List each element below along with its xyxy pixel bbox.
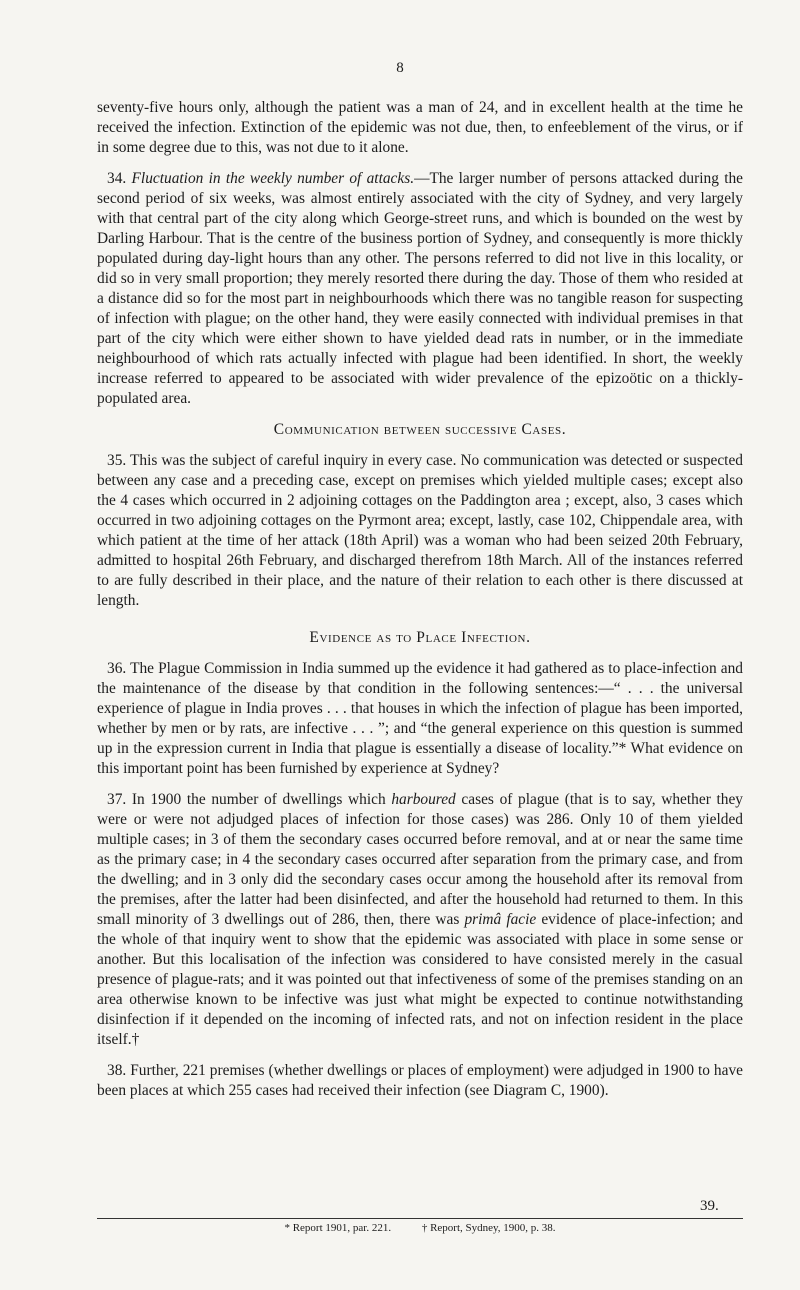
- paragraph-37-part-3: evidence of place-infection; and the whole of that inquiry went to show that the epidemic was associated with place in some sense or another. But this localisation of the infection was considered to have consisted merely in the casual presence of plague-rats; and it was pointed out that infectiveness of some of the premises standing on an area otherwise known to be infective was just what might be expected to continue notwithstanding disinfection if it depended on the incoming of infected rats, and not on infection resident in the place itself.†: [97, 911, 743, 1048]
- paragraph-35: 35. This was the subject of careful inquiry in every case. No communication was detected or suspected between any case and a preceding case, except on premises which yielded multiple cases; except also the 4 cases which occurred in 2 adjoining cottages on the Paddington area ; except, also, 3 cases which occurred in two adjoining cottages on the Pyrmont area; except, lastly, case 102, Chippendale area, with which patient at the time of her attack (18th April) was a woman who had been seized 20th February, admitted to hospital 26th February, and discharged therefrom 18th March. All of the instances referred to are fully described in their place, and the nature of their relation to each other is there discussed at length.: [97, 452, 743, 609]
- paragraph-34-label: Fluctuation in the weekly number of attacks.: [131, 170, 415, 187]
- body-text: [97, 98, 743, 1112]
- paragraph-38: 38. Further, 221 premises (whether dwellings or places of employment) were adjudged in 1900 to have been places at which 255 cases had received their infection (see Diagram C, 1900).: [97, 1062, 743, 1099]
- catchword: 39.: [700, 1198, 719, 1214]
- paragraph-37-part-2: cases of plague (that is to say, whether they were or were not adjudged places of infection for those cases) was 286. Only 10 of them yielded multiple cases; in 3 of them the secondary cases occurred before removal, and at or near the same time as the primary case; in 4 the secondary cases occurred after separation from the primary case, and from the dwelling; and in 3 only did the secondary cases occur among the household after its removal from the premises, after the latter had been disinfected, and after the household had returned to them. In this small minority of 3 dwellings out of 286, then, there was: [97, 791, 743, 928]
- paragraph-37-part-1: 37. In 1900 the number of dwellings which: [107, 791, 392, 808]
- paragraph-36: 36. The Plague Commission in India summed up the evidence it had gathered as to place-infection and the maintenance of the disease by that condition in the following sentences:—“ . . . the universal experience of plague in India proves . . . that houses in which the infection of plague has been imported, whether by men or by rats, are infective . . . ”; and “the general experience on this question is summed up in the expression current in India that plague is essentially a disease of locality.”* What evidence on this important point has been furnished by experience at Sydney?: [97, 660, 743, 777]
- paragraph-37-italic-prima-facie: primâ facie: [464, 911, 537, 928]
- section-heading-evidence: Evidence as to Place Infection.: [309, 629, 531, 646]
- footnote-rule: [97, 1218, 743, 1219]
- footnotes: [97, 1222, 743, 1234]
- paragraph-opening: seventy-five hours only, although the patient was a man of 24, and in excellent health at the time he received the infection. Extinction of the epidemic was not due, then, to enfeeblement of the virus, or if in some degree due to this, was not due to it alone.: [97, 99, 743, 156]
- footnote-b: † Report, Sydney, 1900, p. 38.: [421, 1222, 556, 1234]
- paragraph-34-text: —The larger number of persons attacked during the second period of six weeks, was almost entirely associated with the city of Sydney, and very largely with that central part of the city along which George-street runs, and which is bounded on the west by Darling Harbour. That is the centre of the business portion of Sydney, and consequently is more thickly populated during day-light hours than any other. The persons referred to did not live in this locality, or did so in very small proportion; they merely resorted there during the day. Those of them who resided at a distance did so for the most part in neighbourhoods which there was no tangible reason for suspecting of infection with plague; on the other hand, they were easily connected with individual premises in that part of the city which were either shown to have yielded dead rats in number, or in the immediate neighbourhood of which rats actually infected with plague had been identified. In short, the weekly increase referred to appeared to be associated with wider prevalence of the epizoötic on a thickly-populated area.: [97, 170, 743, 407]
- paragraph-37-italic-harboured: harboured: [391, 791, 456, 808]
- section-heading-communication: Communication between successive Cases.: [273, 421, 567, 438]
- page-number: 8: [396, 60, 404, 76]
- paragraph-34: [97, 169, 743, 409]
- paragraph-34-number: 34.: [107, 170, 127, 187]
- paragraph-37: [97, 790, 743, 1050]
- footnote-a: * Report 1901, par. 221.: [284, 1222, 392, 1234]
